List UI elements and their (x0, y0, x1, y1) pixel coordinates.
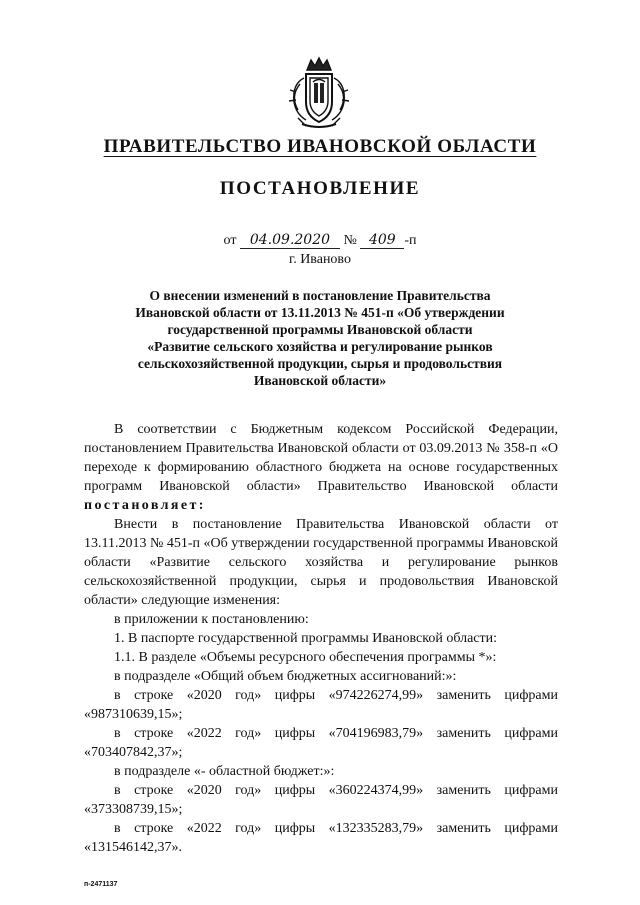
body-paragraph: в строке «2022 год» цифры «704196983,79» заменить цифрами «703407842,37»; (84, 726, 558, 760)
document-body (84, 420, 558, 857)
preamble-paragraph: В соответствии с Бюджетным кодексом Российской Федерации, постановлением Правительства Ивановской области от 03.09.2013 № 358-п «О переходе к формированию областного бюджета на основе государственных программ Ивановской области» Правительство Ивановской области постановляет: (84, 422, 558, 513)
body-paragraph: в приложении к постановлению: (114, 612, 309, 627)
coat-of-arms-icon (286, 56, 352, 130)
body-paragraph: Внести в постановление Правительства Ивановской области от 13.11.2013 № 451-п «Об утверждении государственной программы Ивановской области «Развитие сельского хозяйства и регулирование рынков сельскохозяйственной продукции, сырья и продовольствия Ивановской области» следующие изменения: (84, 517, 558, 608)
body-paragraph: в строке «2022 год» цифры «132335283,79» заменить цифрами «131546142,37». (84, 821, 558, 855)
body-paragraph: 1. В паспорте государственной программы Ивановской области: (114, 631, 498, 646)
government-title: ПРАВИТЕЛЬСТВО ИВАНОВСКОЙ ОБЛАСТИ (103, 136, 537, 157)
body-paragraph: 1.1. В разделе «Объемы ресурсного обеспечения программы *»: (114, 650, 497, 665)
document-type: ПОСТАНОВЛЕНИЕ (219, 178, 421, 199)
city: г. Иваново (289, 252, 351, 267)
body-paragraph: в подразделе «Общий объем бюджетных ассигнований:»: (114, 669, 457, 684)
body-paragraph: в строке «2020 год» цифры «360224374,99» заменить цифрами «373308739,15»; (84, 783, 558, 817)
body-paragraph: в строке «2020 год» цифры «974226274,99» заменить цифрами «987310639,15»; (84, 688, 558, 722)
handwritten-date: 04.09.2020 (240, 232, 340, 249)
date-number-line: от 04.09.2020 № 409 -п (223, 232, 417, 248)
document-subject: О внесении изменений в постановление Правительства Ивановской области от 13.11.2013 № 451-п «Об утверждении государственной программы Ивановской области «Развитие сельского хозяйства и регулирование рынков сельскохозяйственной продукции, сырья и продовольствия Ивановской области» (135, 288, 505, 388)
resolves-word: постановляет: (84, 498, 206, 513)
handwritten-number: 409 (360, 232, 404, 249)
body-paragraph: в подразделе «- областной бюджет:»: (114, 764, 335, 779)
document-code: п-2471137 (84, 881, 118, 888)
